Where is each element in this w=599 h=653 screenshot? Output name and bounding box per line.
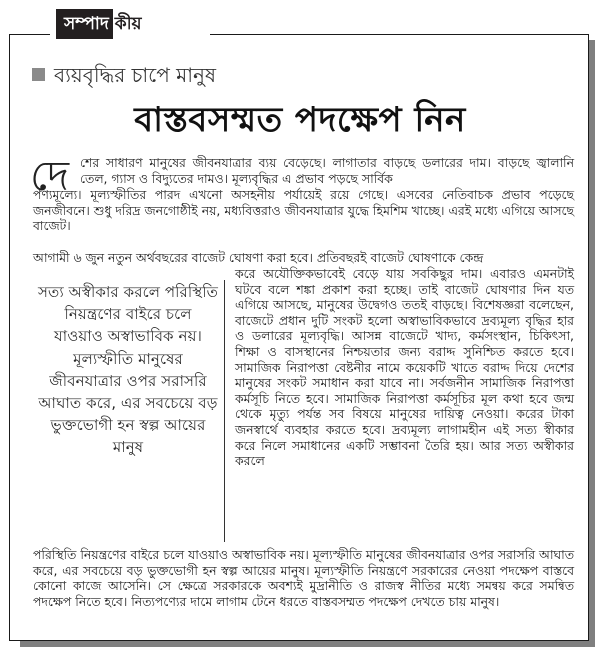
section-label xyxy=(56,8,148,40)
paragraph-intro-top: শের সাধারণ মানুষের জীবনযাত্রার ব্যয় বেড়েছে। লাগাতার বাড়ছে ডলারের দাম। বাড়ছে জ্বালানি তেল, গ্যাস ও বিদ্যুতের দামও। মূল্যবৃদ্ধির এ প্রভাব পড়ছে সার্বিক xyxy=(80,155,574,186)
kicker: ব্যয়বৃদ্ধির চাপে মানুষ xyxy=(54,63,217,87)
section-label-light: কীয় xyxy=(113,9,148,39)
box-shadow-bottom xyxy=(20,641,595,647)
paragraph-body-column: করে অযৌক্তিকভাবেই বেড়ে যায় সবকিছুর দাম। এবারও এমনটাই ঘটবে বলে শঙ্কা প্রকাশ করা হচ্ছে। তাই বাজেট ঘোষণার দিন যত এগিয়ে আসছে, মানুষের উদ্বেগও ততই বাড়ছে। বিশেষজ্ঞরা বলেছেন, বাজেটে প্রধান দুটি সংকট হলো অস্বাভাবিকভাবে দ্রব্যমূল্য বৃদ্ধির হার ও ডলারের মূল্যবৃদ্ধি। আসন্ন বাজেটে খাদ্য, কর্মসংস্থান, চিকিৎসা, শিক্ষা ও বাসস্থানের নিশ্চয়তার জন্য বরাদ্দ সুনিশ্চিত করতে হবে। সামাজিক নিরাপত্তা বেষ্টনীর নামে কয়েকটি খাতে বরাদ্দ দিয়ে দেশের মানুষের সংকট সমাধান করা যাবে না। সর্বজনীন সামাজিক নিরাপত্তা কর্মসূচি নিতে হবে। সামাজিক নিরাপত্তা কর্মসূচির মূল কথা হবে জন্ম থেকে মৃত্যু পর্যন্ত সব বিষয়ে মানুষের দায়িত্ব নেওয়া। করের টাকা জনস্বার্থে ব্যবহার করতে হবে। দ্রব্যমূল্য লাগামহীন এই সত্য স্বীকার করে নিলে সমাধানের একটি সম্ভাবনা তৈরি হয়। আর সত্য অস্বীকার করলে xyxy=(235,266,574,469)
headline: বাস্তবসম্মত পদক্ষেপ নিন xyxy=(134,100,466,140)
section-label-dark: সম্পাদ xyxy=(56,9,113,39)
box-shadow-right xyxy=(589,40,595,647)
pullquote: সত্য অস্বীকার করলে পরিস্থিতি নিয়ন্ত্রণের বাইরে চলে যাওয়াও অস্বাভাবিক নয়। মূল্যস্ফীতি মানুষের জীবনযাত্রার ওপর সরাসরি আঘাত করে, এর সবচেয়ে বড় ভুক্তভোগী হন স্বল্প আয়ের মানুষ xyxy=(38,283,218,457)
pullquote-divider xyxy=(224,280,225,542)
paragraph-conclusion: পরিস্থিতি নিয়ন্ত্রণের বাইরে চলে যাওয়াও অস্বাভাবিক নয়। মূল্যস্ফীতি মানুষের জীবনযাত্রার ওপর সরাসরি আঘাত করে, এর সবচেয়ে বড় ভুক্তভোগী হন স্বল্প আয়ের মানুষ। মূল্যস্ফীতি নিয়ন্ত্রণে সরকারের নেওয়া পদক্ষেপ বাস্তবে কোনো কাজে আসেনি। সে ক্ষেত্রে সরকারকে অবশ্যই মুদ্রানীতি ও রাজস্ব নীতির মধ্যে সমন্বয় করে সমন্বিত পদক্ষেপ নিতে হবে। নিত্যপণ্যের দামে লাগাম টেনে ধরতে বাস্তবসম্মত পদক্ষেপ দেখতে চায় মানুষ। xyxy=(33,547,574,609)
paragraph-intro: পণ্যমূল্যে। মূল্যস্ফীতির পারদ এখনো অসহনীয় পর্যায়েই রয়ে গেছে। এসবের নেতিবাচক প্রভাব পড়েছে জনজীবনে। শুধু দরিদ্র জনগোষ্ঠীই নয়, মধ্যবিত্তরাও জীবনযাত্রার যুদ্ধে হিমশিম খাচ্ছে। এরই মধ্যে এগিয়ে আসছে বাজেট। xyxy=(33,187,574,234)
kicker-square-icon xyxy=(32,68,45,81)
paragraph-budget: আগামী ৬ জুন নতুন অর্থবছরের বাজেট ঘোষণা করা হবে। প্রতিবছরই বাজেট ঘোষণাকে কেন্দ্র xyxy=(33,250,484,265)
drop-cap: দে xyxy=(30,151,70,200)
